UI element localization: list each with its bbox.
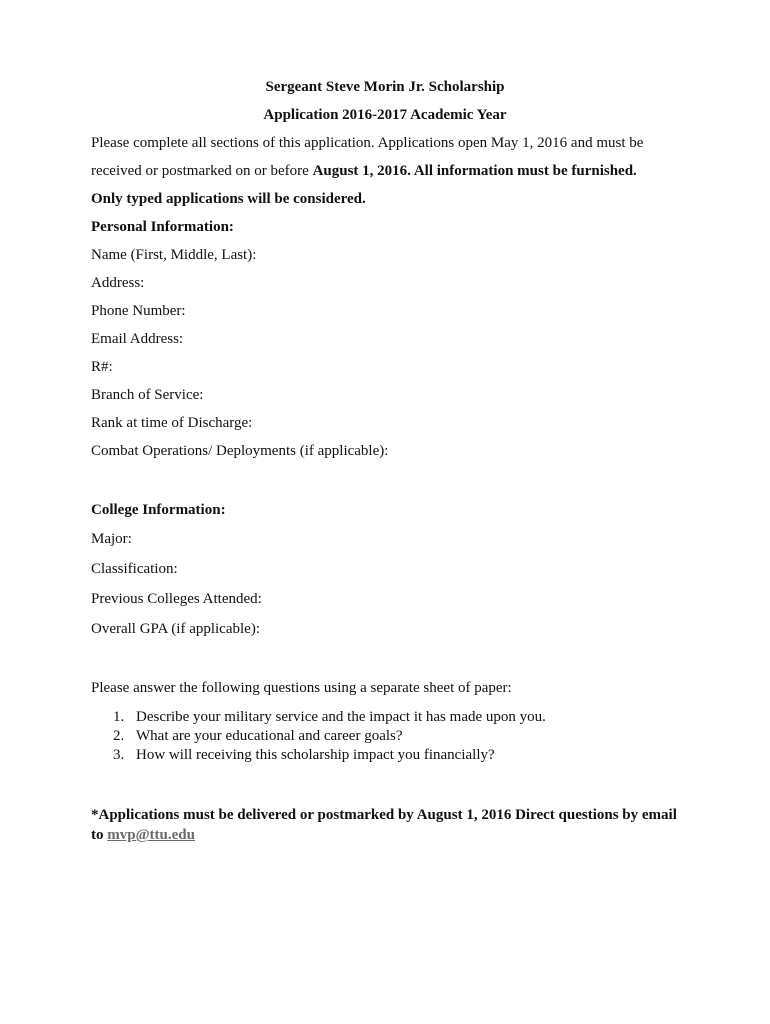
intro-line-2-text: received or postmarked on or before: [91, 163, 313, 179]
field-branch-label: Branch of Service:: [91, 387, 204, 403]
intro-line-2: [91, 162, 637, 180]
question-item: [113, 746, 495, 764]
footer-deadline-note: *Applications must be delivered or postmarked by August 1, 2016 Direct questions by email: [91, 807, 677, 823]
document-title: Sergeant Steve Morin Jr. Scholarship: [265, 79, 505, 95]
field-gpa-label: Overall GPA (if applicable):: [91, 621, 260, 637]
field-rank-label: Rank at time of Discharge:: [91, 415, 253, 431]
field-previous-colleges-label: Previous Colleges Attended:: [91, 591, 262, 607]
footer-contact-prefix: to: [91, 827, 108, 843]
personal-info-heading: Personal Information:: [91, 219, 234, 235]
intro-typed-notice: Only typed applications will be considered.: [91, 191, 366, 207]
field-phone-label: Phone Number:: [91, 303, 186, 319]
question-number: 1.: [113, 709, 125, 725]
footer-contact-line: [91, 826, 195, 844]
question-item: [113, 708, 546, 726]
field-classification-label: Classification:: [91, 561, 178, 577]
question-text: Describe your military service and the impact it has made upon you.: [136, 709, 546, 725]
question-text: What are your educational and career goals?: [136, 728, 403, 744]
question-item: [113, 727, 403, 745]
questions-intro: Please answer the following questions using a separate sheet of paper:: [91, 680, 512, 696]
field-email-label: Email Address:: [91, 331, 184, 347]
intro-deadline: August 1, 2016. All information must be furnished.: [312, 163, 637, 179]
field-r-number-label: R#:: [91, 359, 113, 375]
question-number: 3.: [113, 747, 125, 763]
document-subtitle: Application 2016-2017 Academic Year: [263, 107, 507, 123]
college-info-heading: College Information:: [91, 502, 226, 518]
field-address-label: Address:: [91, 275, 145, 291]
question-number: 2.: [113, 728, 125, 744]
question-text: How will receiving this scholarship impact you financially?: [136, 747, 495, 763]
contact-email-link[interactable]: mvp@ttu.edu: [107, 827, 195, 843]
intro-line-1: Please complete all sections of this application. Applications open May 1, 2016 and must be: [91, 135, 644, 151]
field-major-label: Major:: [91, 531, 132, 547]
field-name-label: Name (First, Middle, Last):: [91, 247, 257, 263]
field-deployments-label: Combat Operations/ Deployments (if applicable):: [91, 443, 389, 459]
